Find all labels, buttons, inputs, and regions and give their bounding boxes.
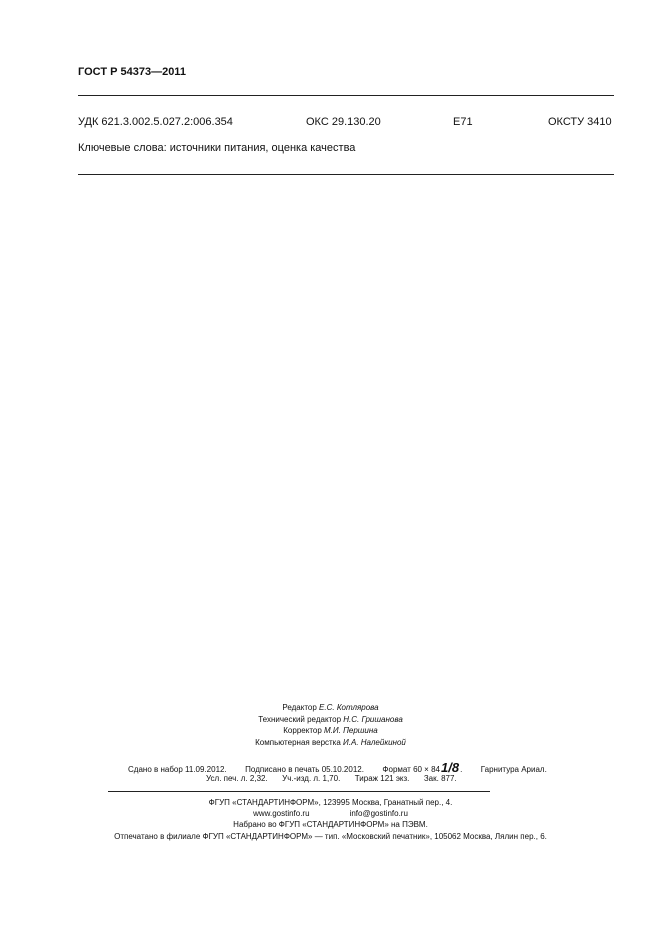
submitted-date: Сдано в набор 11.09.2012. bbox=[128, 765, 227, 774]
editor-label: Редактор bbox=[282, 703, 317, 712]
oks-code: ОКС 29.130.20 bbox=[306, 116, 381, 128]
publisher-email[interactable]: info@gostinfo.ru bbox=[349, 809, 408, 819]
group-code: Е71 bbox=[453, 116, 473, 128]
format-suffix: . bbox=[460, 765, 463, 774]
print-sheets: Усл. печ. л. 2,32. bbox=[206, 774, 268, 783]
okstu-code: ОКСТУ 3410 bbox=[548, 116, 612, 128]
printed-note: Отпечатано в филиале ФГУП «СТАНДАРТИНФОРМ» — тип. «Московский печатник», 105062 Москва, Лялин пер., 6. bbox=[114, 831, 547, 841]
layout-row bbox=[0, 737, 661, 749]
proofreader-row bbox=[0, 725, 661, 737]
signed-date: Подписано в печать 05.10.2012. bbox=[245, 765, 364, 774]
udk-code: УДК 621.3.002.5.027.2:006.354 bbox=[78, 116, 233, 128]
publisher-block bbox=[0, 797, 661, 842]
print-run: Тираж 121 экз. bbox=[354, 774, 410, 783]
publisher-website[interactable]: www.gostinfo.ru bbox=[253, 809, 310, 819]
publisher-contacts bbox=[0, 808, 661, 819]
tech-editor-name: Н.С. Гришанова bbox=[343, 714, 403, 724]
divider-keywords bbox=[78, 174, 614, 175]
document-code: ГОСТ Р 54373—2011 bbox=[78, 66, 186, 78]
editor-row bbox=[0, 702, 661, 714]
keywords: Ключевые слова: источники питания, оценка качества bbox=[78, 142, 356, 154]
publisher-address: ФГУП «СТАНДАРТИНФОРМ», 123995 Москва, Гранатный пер., 4. bbox=[208, 798, 453, 807]
editor-name: Е.С. Котлярова bbox=[319, 703, 379, 712]
divider-publisher bbox=[108, 791, 490, 792]
typeface: Гарнитура Ариал. bbox=[480, 765, 547, 774]
credits-block bbox=[0, 702, 661, 748]
layout-name: И.А. Налейкиной bbox=[343, 737, 406, 747]
divider-top bbox=[78, 95, 614, 96]
edition-sheets: Уч.-изд. л. 1,70. bbox=[282, 774, 341, 783]
print-info-line2 bbox=[206, 774, 457, 783]
print-info-line1 bbox=[128, 760, 547, 775]
proofreader-label: Корректор bbox=[283, 726, 322, 735]
order-number: Зак. 877. bbox=[423, 774, 457, 783]
proofreader-name: М.И. Першина bbox=[324, 726, 378, 735]
tech-editor-label: Технический редактор bbox=[258, 714, 342, 724]
tech-editor-row bbox=[0, 714, 661, 726]
layout-label: Компьютерная верстка bbox=[255, 737, 341, 747]
format-fraction: 1/8 bbox=[440, 760, 460, 775]
typeset-note: Набрано во ФГУП «СТАНДАРТИНФОРМ» на ПЭВМ. bbox=[233, 820, 428, 830]
format-prefix: Формат 60 × 84 bbox=[382, 765, 440, 774]
